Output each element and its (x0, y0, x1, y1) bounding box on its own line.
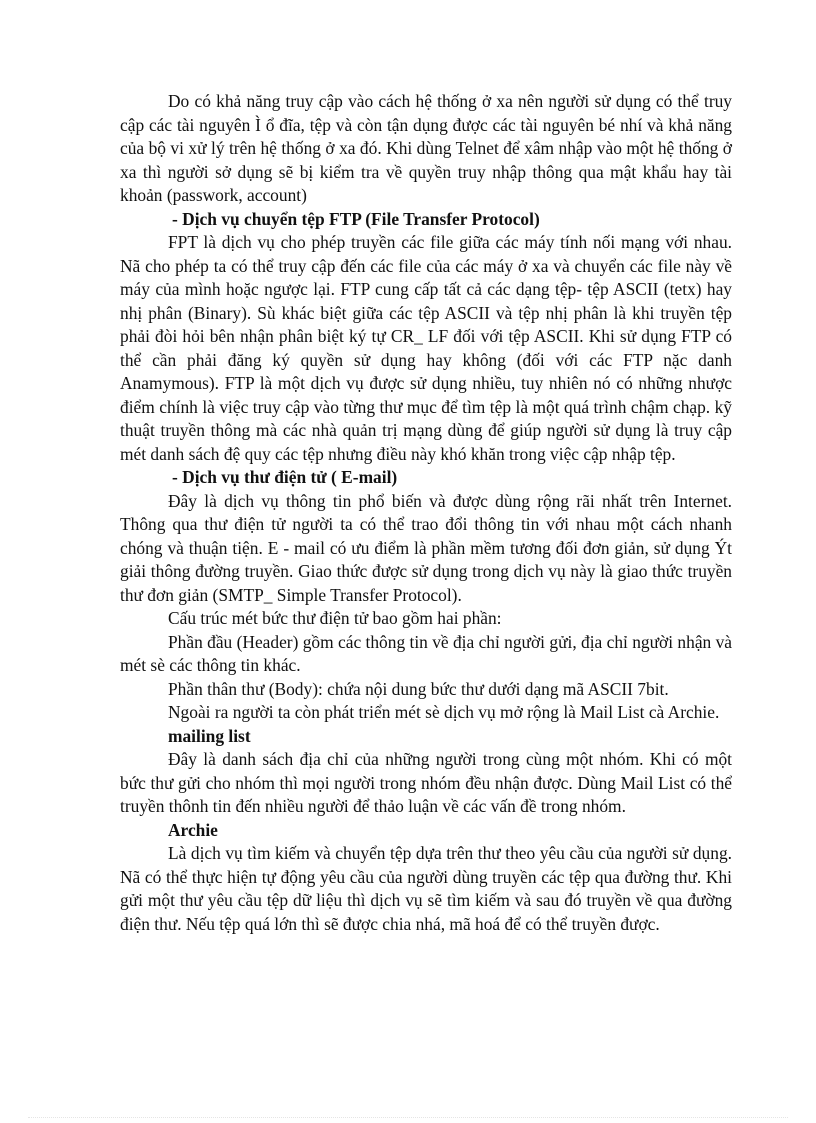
paragraph-mailing-list: Đây là danh sách địa chỉ của những người trong cùng một nhóm. Khi có một bức thư gửi cho nhóm thì mọi người trong nhóm đều nhận được. Dùng Mail List có thể truyền thônh tin đến nhiều người để thảo luận về các vấn đề trong nhóm. (120, 749, 732, 816)
page-bottom-divider (28, 1117, 788, 1118)
heading-ftp: - Dịch vụ chuyển tệp FTP (File Transfer Protocol) (172, 208, 540, 229)
paragraph-email-header: Phần đầu (Header) gồm các thông tin về địa chỉ người gửi, địa chỉ người nhận và mét sè các thông tin khác. (120, 631, 732, 675)
document-page (120, 90, 732, 936)
paragraph-email-structure: Cấu trúc mét bức thư điện tử bao gồm hai phần: (168, 608, 502, 628)
heading-mailing-list: mailing list (168, 725, 251, 746)
paragraph-telnet-access: Do có khả năng truy cập vào cách hệ thống ở xa nên người sử dụng có thể truy cập các tài nguyên Ì ổ đĩa, tệp và còn tận dụng được các tài nguyên bé nhí và khả năng của bộ vi xử lý trên hệ thống ở xa đó. Khi dùng Telnet để xâm nhập vào một hệ thống ở xa thì người sở dụng sẽ bị kiểm tra về quyền truy nhập thông qua mật khẩu hay tài khoản (passwork, account) (120, 91, 732, 205)
paragraph-email: Đây là dịch vụ thông tin phổ biến và được dùng rộng rãi nhất trên Internet. Thông qua thư điện tử người ta có thể trao đổi thông tin với nhau một cách nhanh chóng và thuận tiện. E - mail có ưu điểm là phần mềm tương đối đơn giản, sử dụng Ýt giải thông đường truyền. Giao thức được sử dụng trong dịch vụ này là giao thức truyền thư đơn giản (SMTP_ Simple Transfer Protocol). (120, 490, 732, 605)
paragraph-email-body: Phần thân thư (Body): chứa nội dung bức thư dưới dạng mã ASCII 7bit. (168, 678, 669, 699)
paragraph-extended-services: Ngoài ra người ta còn phát triển mét sè dịch vụ mở rộng là Mail List cà Archie. (168, 702, 720, 722)
heading-email: - Dịch vụ thư điện tử ( E-mail) (172, 467, 398, 487)
paragraph-archie: Là dịch vụ tìm kiếm và chuyển tệp dựa trên thư theo yêu cầu của người sử dụng. Nã có thể thực hiện tự động yêu cầu của người dùng truyền các tệp qua đường thư. Khi gửi một thư yêu cầu tệp dữ liệu thì dịch vụ sẽ tìm kiếm và sau đó truyền về qua đường điện thư. Nếu tệp quá lớn thì sẽ được chia nhá, mã hoá để có thể truyền được. (120, 843, 732, 934)
heading-archie: Archie (168, 819, 218, 840)
paragraph-ftp: FPT là dịch vụ cho phép truyền các file giữa các máy tính nối mạng với nhau. Nã cho phép ta có thể truy cập đến các file của các máy ở xa và chuyển các file này về máy của mình hoặc ngược lại. FTP cung cấp tất cả các dạng tệp- tệp ASCII (tetx) hay nhị phân (Binary). Sù khác biệt giữa các tệp ASCII và tệp nhị phân là khi truyền tệp phải đòi hỏi bên nhận phân biệt ký tự CR_ LF đối với tệp ASCII. Khi sử dụng FTP có thể cần phải đăng ký quyền sử dụng hay không (đối với các FTP nặc danh Anamymous). FTP là một dịch vụ được sử dụng nhiều, tuy nhiên nó có những nhược điểm chính là việc truy cập vào từng thư mục để tìm tệp là một quá trình chậm chạp. kỹ thuật truyền thông mà các nhà quản trị mạng dùng để giúp người sử dụng là truy cập mét danh sách đệ quy các tệp nhưng điều này khó khăn trong việc cập nhập tệp. (120, 232, 732, 464)
